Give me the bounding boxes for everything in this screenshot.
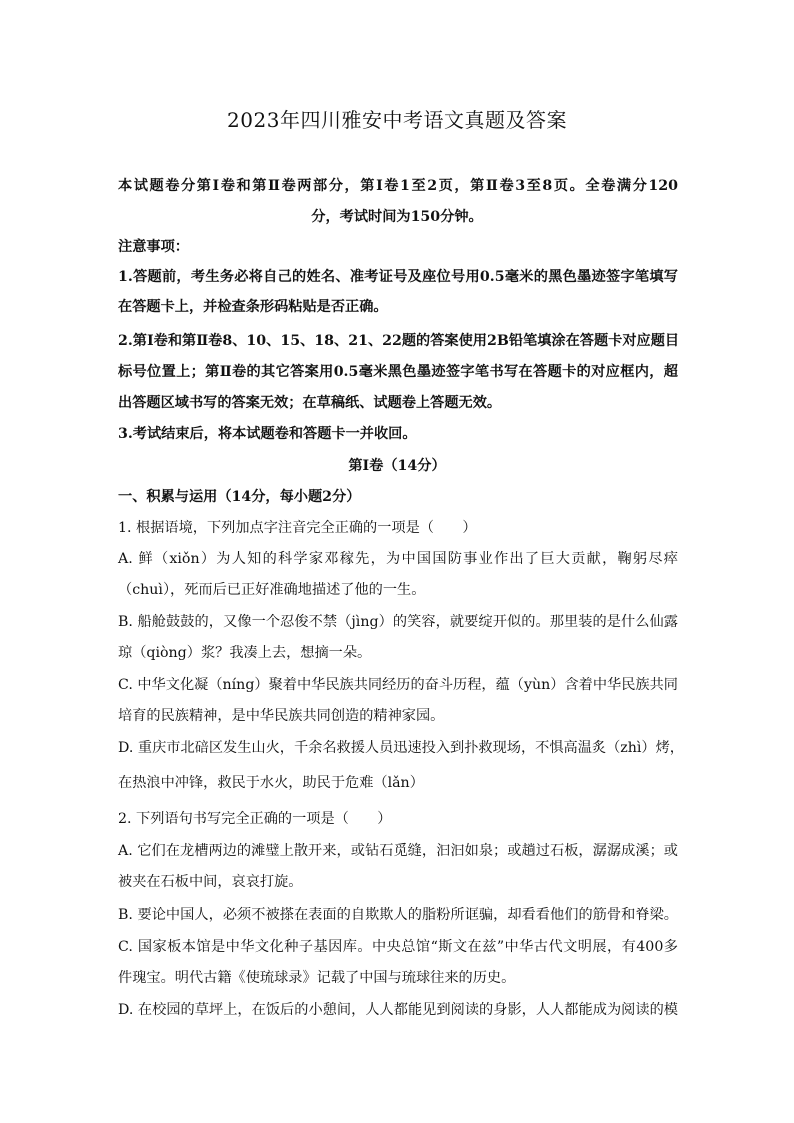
question-2-option-b: B. 要论中国人，必须不被搽在表面的自欺欺人的脂粉所诓骗，却看看他们的筋骨和脊梁。 bbox=[118, 907, 678, 923]
notice-heading: 注意事项： bbox=[118, 239, 189, 255]
question-1-stem: 1. 根据语境，下列加点字注音完全正确的一项是（ ） bbox=[118, 520, 477, 536]
intro-line-2: 分，考试时间为150分钟。 bbox=[311, 209, 483, 225]
page-title: 2023年四川雅安中考语文真题及答案 bbox=[227, 108, 567, 132]
question-1-option-b-line-2: 琼（qiòng）浆？我凑上去，想摘一朵。 bbox=[118, 645, 372, 661]
question-1-option-d-line-2: 在热浪中冲锋，救民于水火，助民于危难（lǎn） bbox=[118, 775, 424, 791]
notice-item-2-line-2: 标号位置上；第Ⅱ卷的其它答案用0.5毫米黑色墨迹签字笔书写在答题卡的对应框内，超 bbox=[118, 364, 678, 380]
question-2-stem: 2. 下列语句书写完全正确的一项是（ ） bbox=[118, 811, 392, 827]
question-2-option-a-line-1: A. 它们在龙槽两边的滩璧上散开来，或钻石觅缝，汩汩如泉；或趟过石板，潺潺成溪；或 bbox=[118, 843, 678, 859]
question-1-option-a-line-1: A. 鲜（xiǒn）为人知的科学家邓稼先，为中国国防事业作出了巨大贡献，鞠躬尽瘁 bbox=[118, 551, 678, 567]
question-2-option-a-line-2: 被夹在石板中间，哀哀打旋。 bbox=[118, 874, 303, 890]
intro-line-1: 本试题卷分第Ⅰ卷和第Ⅱ卷两部分，第Ⅰ卷1至2页，第Ⅱ卷3至8页。全卷满分120 bbox=[118, 178, 678, 194]
notice-item-2-line-3: 出答题区域书写的答案无效；在草稿纸、试题卷上答题无效。 bbox=[118, 395, 502, 411]
notice-item-3: 3.考试结束后，将本试题卷和答题卡一并收回。 bbox=[118, 426, 417, 442]
section-heading: 第Ⅰ卷（14分） bbox=[348, 458, 446, 474]
notice-item-1-line-2: 在答题卡上，并检查条形码粘贴是否正确。 bbox=[118, 299, 388, 315]
part-heading: 一、积累与运用（14分，每小题2分） bbox=[118, 489, 361, 505]
question-1-option-c-line-2: 培育的民族精神，是中华民族共同创造的精神家园。 bbox=[118, 708, 445, 724]
question-2-option-c-line-2: 件瑰宝。明代古籍《使琉球录》记载了中国与琉球往来的历史。 bbox=[118, 970, 516, 986]
question-2-option-c-line-1: C. 国家板本馆是中华文化种子基因库。中央总馆“斯文在兹”中华古代文明展，有400多 bbox=[118, 939, 678, 955]
question-1-option-a-line-2: （chuì），死而后已正好准确地描述了他的一生。 bbox=[118, 582, 426, 598]
question-1-option-b-line-1: B. 船舱鼓鼓的，又像一个忍俊不禁（jìng）的笑容，就要绽开似的。那里装的是什么仙露 bbox=[118, 614, 678, 630]
notice-item-2-line-1: 2.第Ⅰ卷和第Ⅱ卷8、10、15、18、21、22题的答案使用2B铅笔填涂在答题卡对应题目 bbox=[118, 333, 680, 349]
notice-item-1-line-1: 1.答题前，考生务必将自己的姓名、准考证号及座位号用0.5毫米的黑色墨迹签字笔填写 bbox=[118, 269, 678, 285]
question-1-option-c-line-1: C. 中华文化凝（níng）聚着中华民族共同经历的奋斗历程，蕴（yùn）含着中华民族共同 bbox=[118, 677, 678, 693]
question-1-option-d-line-1: D. 重庆市北碚区发生山火，千余名救援人员迅速投入到扑救现场，不惧高温炙（zhì）烤， bbox=[118, 740, 684, 756]
question-2-option-d-line-1: D. 在校园的草坪上，在饭后的小憩间，人人都能见到阅读的身影，人人都能成为阅读的模 bbox=[118, 1002, 678, 1018]
